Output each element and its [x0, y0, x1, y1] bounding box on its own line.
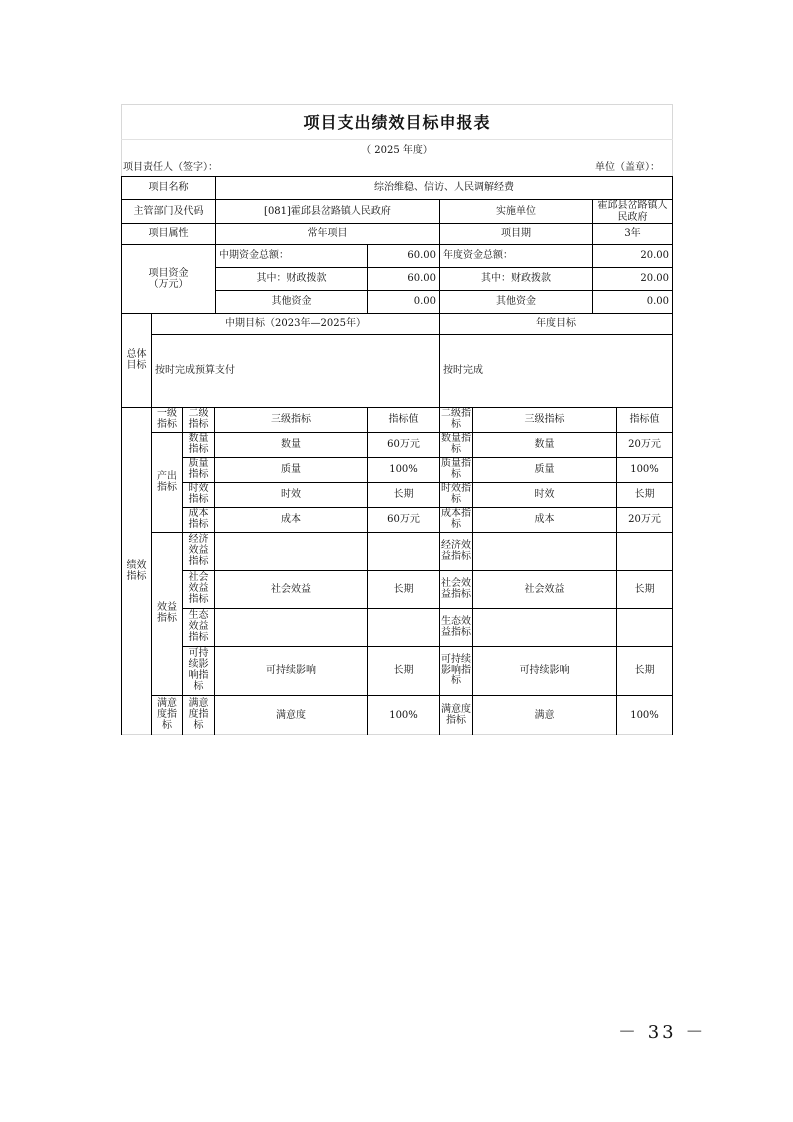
year-value-cell: 20万元 — [617, 433, 673, 458]
mid-level3-cell: 满意度 — [215, 696, 368, 735]
mid-value-cell: 长期 — [368, 571, 440, 609]
level2-cell: 数量指标 — [183, 433, 215, 458]
year-total-label: 年度资金总额： — [440, 245, 593, 268]
funds-label: 项目资金（万元） — [121, 245, 216, 314]
mid-value-cell: 60万元 — [368, 508, 440, 533]
year-level2-cell: 可持续影响指标 — [440, 647, 473, 696]
project-name-value: 综治维稳、信访、人民调解经费 — [216, 176, 673, 200]
project-name-label: 项目名称 — [121, 176, 216, 200]
year-level2-header: 二级指标 — [440, 408, 473, 433]
mid-level3-cell — [215, 533, 368, 571]
level2-cell: 质量指标 — [183, 458, 215, 483]
mid-level3-cell: 社会效益 — [215, 571, 368, 609]
year-goal-text: 按时完成 — [440, 335, 673, 408]
performance-target-form — [121, 104, 673, 735]
year-fiscal-label: 其中：财政拨款 — [440, 268, 593, 291]
benefit-indicator-label: 效益指标 — [152, 533, 183, 696]
year-level3-cell: 社会效益 — [473, 571, 617, 609]
year-level2-cell: 社会效益指标 — [440, 571, 473, 609]
mid-fiscal-label: 其中：财政拨款 — [216, 268, 368, 291]
mid-other-label: 其他资金 — [216, 291, 368, 314]
year-level2-cell: 质量指标 — [440, 458, 473, 483]
attr-label: 项目属性 — [121, 224, 216, 245]
period-value: 3年 — [593, 224, 673, 245]
level2-cell: 经济效益指标 — [183, 533, 215, 571]
year-value-header: 指标值 — [617, 408, 673, 433]
value-header: 指标值 — [368, 408, 440, 433]
level2-cell: 时效指标 — [183, 483, 215, 508]
year-value-cell: 长期 — [617, 571, 673, 609]
impl-unit-value: 霍邱县岔路镇人民政府 — [593, 200, 673, 224]
unit-seal-label: 单位（盖章）： — [595, 162, 660, 173]
output-indicator-label: 产出指标 — [152, 433, 183, 533]
mid-level3-cell: 质量 — [215, 458, 368, 483]
mid-total-value: 60.00 — [368, 245, 440, 268]
year-level3-cell — [473, 609, 617, 647]
level2-cell: 可持续影响指标 — [183, 647, 215, 696]
year-level2-cell: 数量指标 — [440, 433, 473, 458]
level1-header: 一级指标 — [152, 408, 183, 433]
year-level3-cell: 数量 — [473, 433, 617, 458]
year-value-cell: 20万元 — [617, 508, 673, 533]
mid-value-cell: 长期 — [368, 647, 440, 696]
responsible-label: 项目责任人（签字）： — [123, 162, 218, 173]
mid-goal-header: 中期目标（2023年—2025年） — [152, 314, 440, 335]
year-value-cell — [617, 533, 673, 571]
mid-level3-cell: 数量 — [215, 433, 368, 458]
level3-header: 三级指标 — [215, 408, 368, 433]
mid-level3-cell: 时效 — [215, 483, 368, 508]
mid-value-cell — [368, 609, 440, 647]
year-level3-cell: 时效 — [473, 483, 617, 508]
page-number: － 33 － — [618, 1022, 707, 1043]
year-level3-cell: 成本 — [473, 508, 617, 533]
year-line: （ 2025 年度） — [361, 144, 433, 156]
year-value-cell — [617, 609, 673, 647]
impl-unit-label: 实施单位 — [440, 200, 593, 224]
year-value-cell: 100% — [617, 458, 673, 483]
year-goal-header: 年度目标 — [440, 314, 673, 335]
mid-level3-cell: 成本 — [215, 508, 368, 533]
year-level3-cell: 质量 — [473, 458, 617, 483]
year-level3-cell: 满意 — [473, 696, 617, 735]
mid-total-label: 中期资金总额： — [216, 245, 368, 268]
year-level2-cell: 满意度指标 — [440, 696, 473, 735]
year-level3-cell: 可持续影响 — [473, 647, 617, 696]
mid-value-cell: 60万元 — [368, 433, 440, 458]
mid-value-cell: 100% — [368, 696, 440, 735]
year-fiscal-value: 20.00 — [593, 268, 673, 291]
mid-value-cell — [368, 533, 440, 571]
year-value-cell: 100% — [617, 696, 673, 735]
perf-label: 绩效指标 — [121, 408, 152, 735]
level2-cell: 社会效益指标 — [183, 571, 215, 609]
year-value-cell: 长期 — [617, 483, 673, 508]
overall-goal-label: 总体目标 — [121, 314, 152, 408]
mid-goal-text: 按时完成预算支付 — [152, 335, 440, 408]
attr-value: 常年项目 — [216, 224, 440, 245]
year-level2-cell: 经济效益指标 — [440, 533, 473, 571]
year-total-value: 20.00 — [593, 245, 673, 268]
year-level2-cell: 成本指标 — [440, 508, 473, 533]
year-other-value: 0.00 — [593, 291, 673, 314]
period-label: 项目期 — [440, 224, 593, 245]
year-level3-cell — [473, 533, 617, 571]
form-title: 项目支出绩效目标申报表 — [121, 104, 673, 140]
mid-level3-cell: 可持续影响 — [215, 647, 368, 696]
year-value-cell: 长期 — [617, 647, 673, 696]
mid-other-value: 0.00 — [368, 291, 440, 314]
year-level3-header: 三级指标 — [473, 408, 617, 433]
satisfaction-indicator-label: 满意度指标 — [152, 696, 183, 735]
mid-fiscal-value: 60.00 — [368, 268, 440, 291]
mid-value-cell: 长期 — [368, 483, 440, 508]
dept-label: 主管部门及代码 — [121, 200, 216, 224]
level2-cell: 成本指标 — [183, 508, 215, 533]
dept-value: [081]霍邱县岔路镇人民政府 — [216, 200, 440, 224]
year-other-label: 其他资金 — [440, 291, 593, 314]
mid-level3-cell — [215, 609, 368, 647]
level2-cell: 满意度指标 — [183, 696, 215, 735]
year-level2-cell: 生态效益指标 — [440, 609, 473, 647]
year-level2-cell: 时效指标 — [440, 483, 473, 508]
level2-cell: 生态效益指标 — [183, 609, 215, 647]
level2-header: 二级指标 — [183, 408, 215, 433]
mid-value-cell: 100% — [368, 458, 440, 483]
